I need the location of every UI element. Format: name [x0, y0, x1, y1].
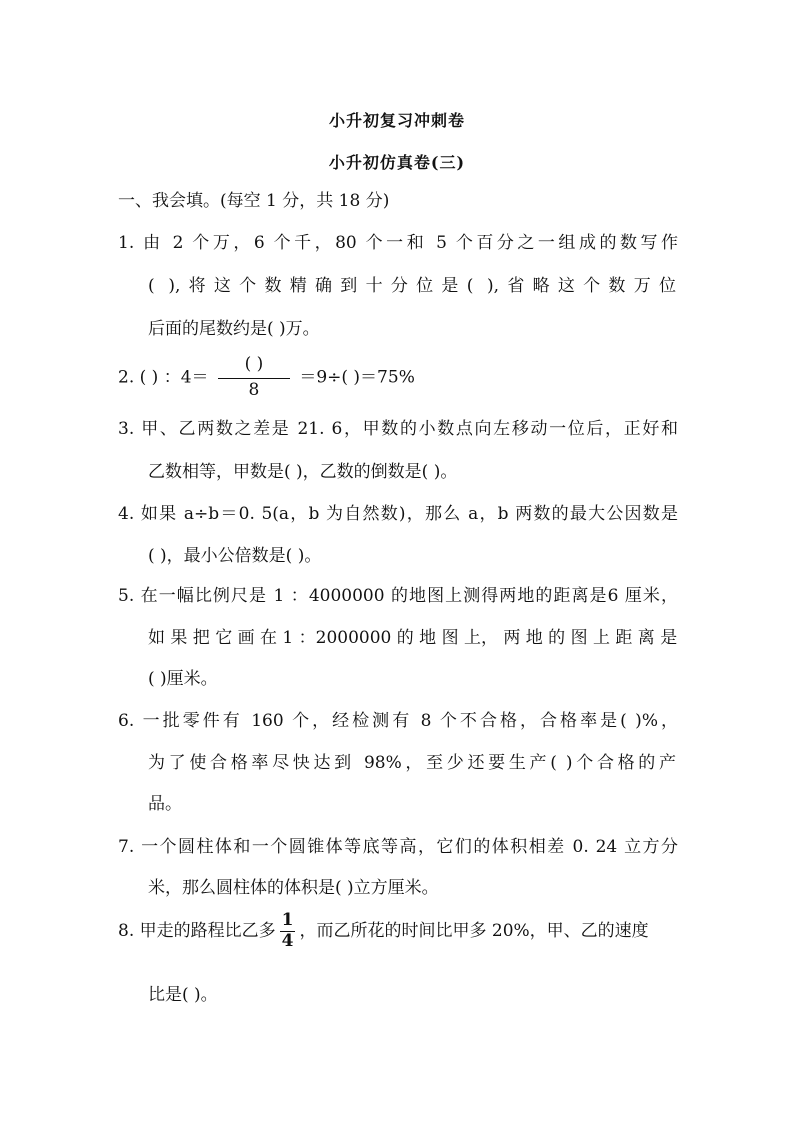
- question-8-prefix: 8. 甲走的路程比乙多: [118, 920, 276, 941]
- question-5-line-2: 如 果 把 它 画 在 1 ：2000000 的 地 图 上， 两 地 的 图 上 距 离 是: [148, 628, 678, 648]
- question-7-line-2: 米，那么圆柱体的体积是( )立方厘米。: [148, 878, 439, 898]
- section-heading: 一、我会填。(每空 1 分，共 18 分): [118, 191, 390, 211]
- question-8-line-1: [118, 912, 678, 951]
- question-1-line-1: 1. 由 2 个万，6 个千，80 个一和 5 个百分之一组成的数写作: [118, 233, 678, 253]
- question-1-line-2: ( ),将这个数精确到十分位是( ),省略这个数万位: [148, 276, 676, 296]
- paper-subtitle: 小升初仿真卷(三): [328, 153, 466, 172]
- paper-title: 小升初复习冲刺卷: [328, 111, 465, 130]
- question-3-line-2: 乙数相等，甲数是( )，乙数的倒数是( )。: [148, 462, 458, 482]
- question-7-line-1: 7. 一个圆柱体和一个圆锥体等底等高，它们的体积相差 0. 24 立方分: [118, 837, 678, 857]
- fraction-numerator: 1: [281, 910, 294, 930]
- question-6-line-1: 6. 一批零件有 160 个，经检测有 8 个不合格，合格率是( )%，: [118, 711, 678, 731]
- fraction-denominator: 4: [281, 930, 294, 951]
- question-2-prefix: 2. ( ) ：4＝: [118, 367, 209, 388]
- question-8-fraction: [280, 912, 296, 951]
- question-2-fraction: [218, 356, 290, 400]
- question-4-line-2: ( )，最小公倍数是( )。: [148, 546, 322, 566]
- fraction-numerator: ( ): [218, 356, 290, 379]
- question-2-suffix: ＝9÷( )＝75%: [299, 367, 415, 388]
- question-5-line-3: ( )厘米。: [148, 669, 218, 689]
- question-8-suffix: ，而乙所花的时间比甲多 20%，甲、乙的速度: [299, 920, 649, 941]
- question-8-line-2: 比是( )。: [148, 985, 218, 1005]
- fraction-denominator: 8: [248, 379, 260, 400]
- question-2: [118, 356, 678, 400]
- question-3-line-1: 3. 甲、乙两数之差是 21. 6，甲数的小数点向左移动一位后，正好和: [118, 419, 678, 439]
- question-5-line-1: 5. 在一幅比例尺是 1 ：4000000 的地图上测得两地的距离是6 厘米，: [118, 586, 678, 606]
- question-1-line-3: 后面的尾数约是( )万。: [148, 319, 320, 339]
- question-4-line-1: 4. 如果 a÷b＝0. 5(a，b 为自然数)，那么 a，b 两数的最大公因数是: [118, 504, 678, 524]
- question-6-line-3: 品。: [148, 794, 182, 814]
- question-6-line-2: 为了使合格率尽快达到 98%，至少还要生产( )个合格的产: [148, 753, 676, 773]
